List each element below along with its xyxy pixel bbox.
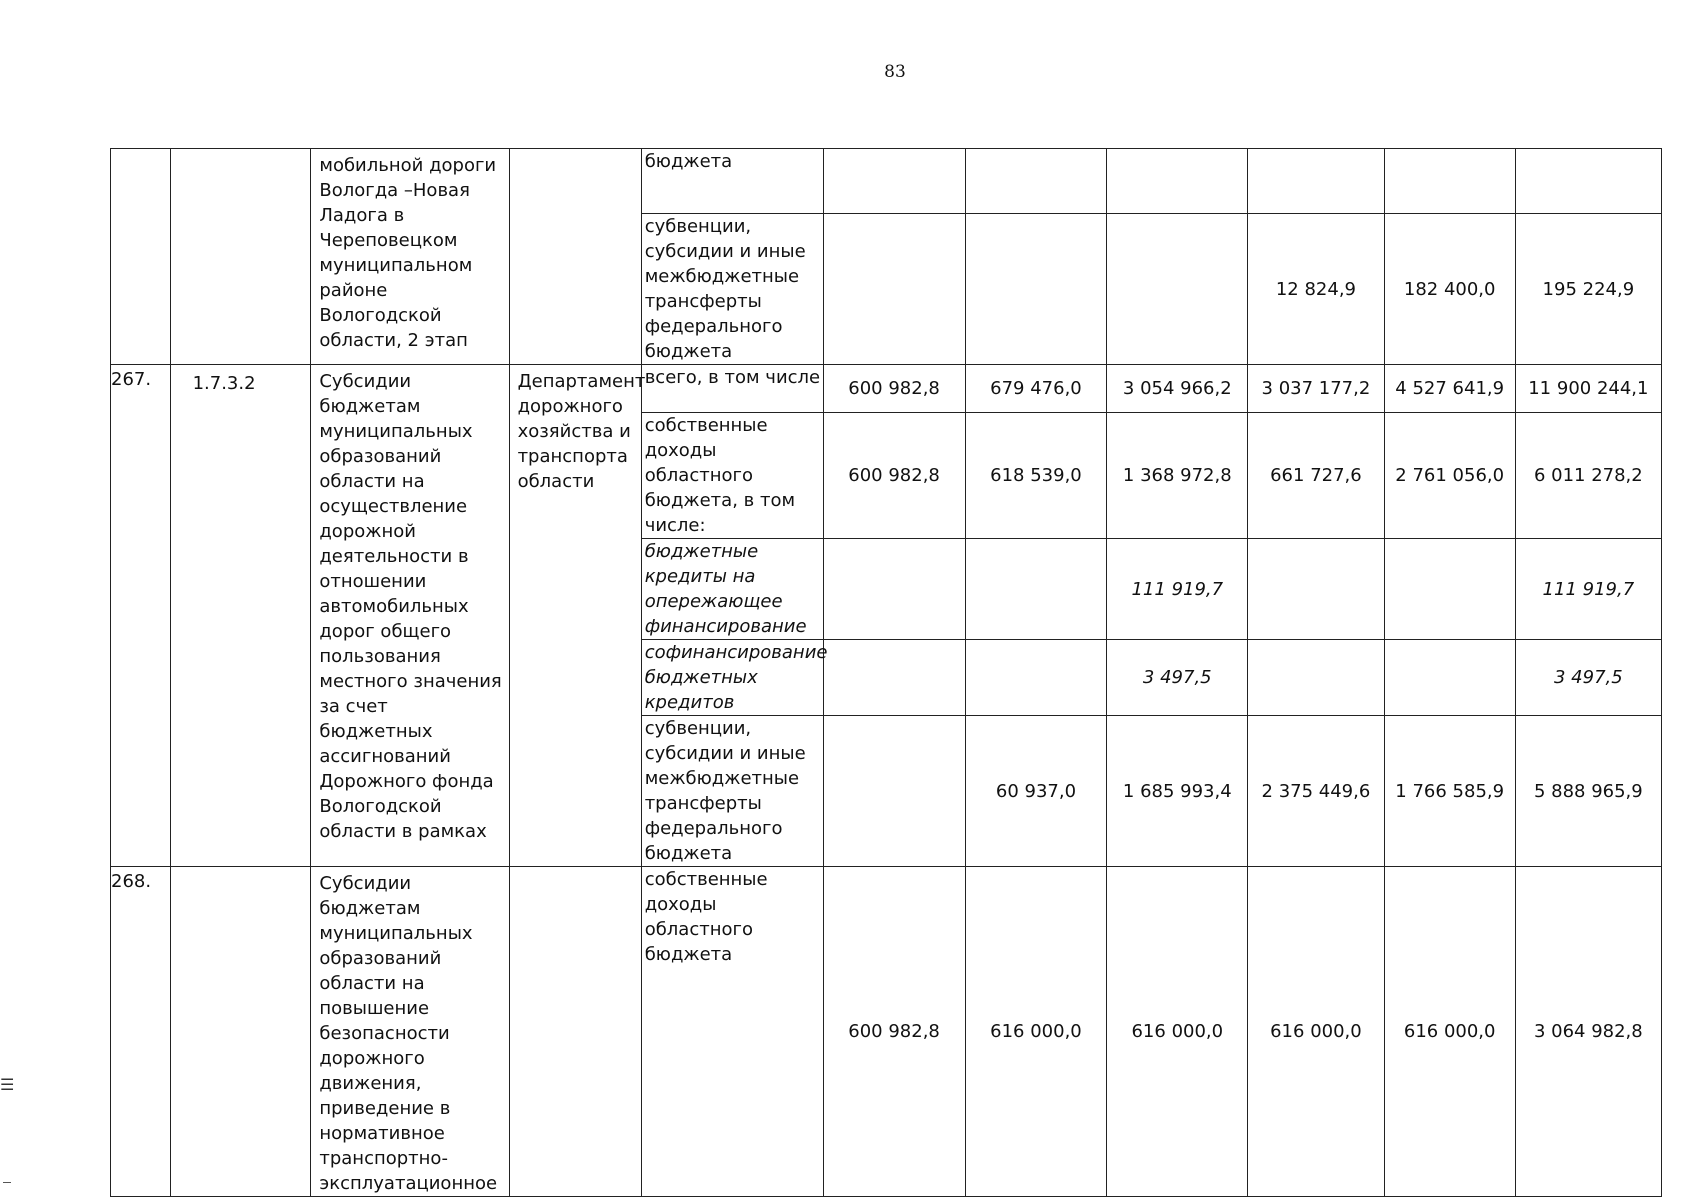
row-description: Субсидии бюджетам муниципальных образований области на осуществление дорожной деятельности в отношении автомобильных дорог общего пользования местного значения за счет бюджетных ассигнований Дорожного фонда Вологодской области в рамках xyxy=(311,365,509,867)
amount-cell: 1 685 993,4 xyxy=(1107,716,1248,867)
table-row xyxy=(111,365,1662,413)
amount-cell xyxy=(1107,214,1248,365)
amount-cell: 195 224,9 xyxy=(1515,214,1661,365)
row-description: мобильной дороги Вологда –Новая Ладога в Череповецком муниципальном районе Вологодской области, 2 этап xyxy=(311,149,509,365)
row-code xyxy=(170,867,311,1197)
funding-source: субвенции, субсидии и иные межбюджетные трансферты федерального бюджета xyxy=(641,716,823,867)
amount-cell: 182 400,0 xyxy=(1384,214,1515,365)
amount-cell xyxy=(823,214,965,365)
table-row xyxy=(111,867,1662,1197)
amount-cell xyxy=(1384,149,1515,214)
amount-cell: 618 539,0 xyxy=(965,413,1107,539)
row-description: Субсидии бюджетам муниципальных образований области на повышение безопасности дорожного движения, приведение в нормативное транспортно-эксплуатационное xyxy=(311,867,509,1197)
amount-cell: 111 919,7 xyxy=(1515,539,1661,640)
funding-source: бюджетные кредиты на опережающее финансирование xyxy=(641,539,823,640)
page-number: 83 xyxy=(884,62,906,82)
amount-cell: 5 888 965,9 xyxy=(1515,716,1661,867)
amount-cell: 616 000,0 xyxy=(1384,867,1515,1197)
amount-cell xyxy=(1248,149,1384,214)
funding-source: собственные доходы областного бюджета, в том числе: xyxy=(641,413,823,539)
amount-cell: 3 497,5 xyxy=(1107,640,1248,716)
amount-cell: 1 368 972,8 xyxy=(1107,413,1248,539)
funding-source: всего, в том числе xyxy=(641,365,823,413)
amount-cell: 616 000,0 xyxy=(965,867,1107,1197)
funding-source: софинансирование бюджетных кредитов xyxy=(641,640,823,716)
amount-cell xyxy=(1384,640,1515,716)
amount-cell xyxy=(965,149,1107,214)
amount-cell: 60 937,0 xyxy=(965,716,1107,867)
margin-mark: ☰ xyxy=(0,1075,15,1094)
amount-cell xyxy=(823,539,965,640)
amount-cell: 3 054 966,2 xyxy=(1107,365,1248,413)
amount-cell: 679 476,0 xyxy=(965,365,1107,413)
amount-cell: 12 824,9 xyxy=(1248,214,1384,365)
amount-cell: 2 761 056,0 xyxy=(1384,413,1515,539)
amount-cell: 4 527 641,9 xyxy=(1384,365,1515,413)
amount-cell xyxy=(965,539,1107,640)
amount-cell xyxy=(823,716,965,867)
amount-cell xyxy=(965,640,1107,716)
amount-cell xyxy=(1248,640,1384,716)
row-number: 267. xyxy=(111,365,171,867)
funding-source: собственные доходы областного бюджета xyxy=(641,867,823,1197)
corner-mark xyxy=(3,1182,11,1183)
amount-cell: 3 037 177,2 xyxy=(1248,365,1384,413)
row-code: 1.7.3.2 xyxy=(170,365,311,867)
funding-source: бюджета xyxy=(641,149,823,214)
budget-table xyxy=(110,148,1662,1197)
amount-cell: 3 497,5 xyxy=(1515,640,1661,716)
amount-cell: 11 900 244,1 xyxy=(1515,365,1661,413)
amount-cell xyxy=(823,640,965,716)
row-number: 268. xyxy=(111,867,171,1197)
table-row xyxy=(111,149,1662,214)
row-department: Департамент дорожного хозяйства и транспорта области xyxy=(509,365,641,867)
amount-cell xyxy=(1107,149,1248,214)
amount-cell xyxy=(1384,539,1515,640)
funding-source: субвенции, субсидии и иные межбюджетные трансферты федерального бюджета xyxy=(641,214,823,365)
row-department xyxy=(509,149,641,365)
amount-cell xyxy=(1515,149,1661,214)
amount-cell: 661 727,6 xyxy=(1248,413,1384,539)
amount-cell xyxy=(1248,539,1384,640)
amount-cell: 6 011 278,2 xyxy=(1515,413,1661,539)
amount-cell: 616 000,0 xyxy=(1248,867,1384,1197)
row-number xyxy=(111,149,171,365)
amount-cell: 3 064 982,8 xyxy=(1515,867,1661,1197)
amount-cell xyxy=(965,214,1107,365)
amount-cell: 111 919,7 xyxy=(1107,539,1248,640)
amount-cell: 600 982,8 xyxy=(823,365,965,413)
amount-cell: 600 982,8 xyxy=(823,413,965,539)
amount-cell: 616 000,0 xyxy=(1107,867,1248,1197)
row-department xyxy=(509,867,641,1197)
amount-cell: 2 375 449,6 xyxy=(1248,716,1384,867)
amount-cell: 600 982,8 xyxy=(823,867,965,1197)
row-code xyxy=(170,149,311,365)
amount-cell: 1 766 585,9 xyxy=(1384,716,1515,867)
amount-cell xyxy=(823,149,965,214)
